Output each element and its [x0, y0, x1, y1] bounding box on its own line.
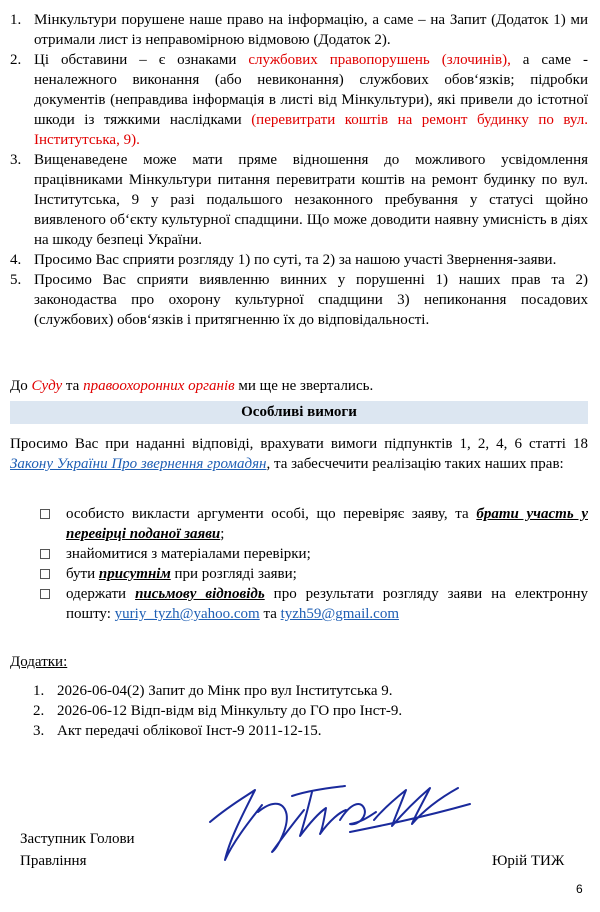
bullet-box-icon: [40, 589, 50, 599]
emphasis: присутнім: [98, 566, 171, 582]
bullet-item: [40, 504, 588, 544]
law-link[interactable]: Закону України Про звернення громадян: [10, 456, 267, 472]
list-text: а саме - неналежного виконання (або невиконання) службових обов‘язків; підробки документів (неправдива інформація в листі від Мінкультури), які привели до істотної шкоди із тяжкими наслідками: [34, 52, 588, 128]
list-number: 1.: [33, 683, 45, 699]
courts-paragraph: [10, 376, 588, 396]
attachment-text: 2026-06-04(2) Запит до Мінк про вул Інститутська 9.: [57, 683, 393, 699]
bullet-box-icon: [40, 509, 50, 519]
list-number: 3.: [10, 152, 22, 168]
list-item: [10, 150, 588, 250]
text: бути: [66, 566, 99, 582]
list-item: [10, 50, 588, 150]
handwritten-signature: [200, 760, 500, 870]
list-number: 1.: [10, 12, 22, 28]
highlight-red: службових правопорушень (злочинів),: [248, 52, 511, 68]
text: про результати розгляду заяви на електронну пошту:: [66, 586, 589, 622]
list-number: 3.: [33, 723, 45, 739]
signatory-title: [20, 828, 135, 872]
bullet-box-icon: [40, 549, 50, 559]
list-item: [10, 250, 588, 270]
emphasis: письмову відповідь: [135, 586, 265, 602]
text: , та забесчечити реалізацію таких наших прав:: [266, 456, 564, 472]
text: Просимо Вас при наданні відповіді, врахувати вимоги підпунктів 1, 2, 4, 6 статті 18: [10, 436, 588, 452]
list-number: 2.: [10, 52, 22, 68]
text: та: [62, 378, 84, 394]
text: ;: [220, 526, 225, 542]
attachment-item: [33, 701, 573, 721]
list-item: [10, 270, 588, 330]
bullet-box-icon: [40, 569, 50, 579]
law-enforcement-mention: правоохоронних органів: [83, 378, 235, 394]
page-number: 6: [576, 882, 583, 896]
list-text: Мінкультури порушене наше право на інформацію, а саме – на Запит (Додаток 1) ми отримали лист із неправомірною відмовою (Додаток 2).: [34, 12, 588, 48]
list-text: Просимо Вас сприяти виявленню винних у порушенні 1) наших прав та 2) законодаства про охорону культурної спадщини 3) непиконання посадових (службових) обов‘язків і притягненню їх до відповідальності.: [34, 272, 588, 328]
text: та: [259, 606, 281, 622]
attachment-text: Акт передачі облікової Інст-9 2011-12-15.: [57, 723, 322, 739]
numbered-list: [10, 10, 588, 330]
text: ми ще не звертались.: [234, 378, 374, 394]
text: одержати: [66, 586, 136, 602]
signatory-organ: Правління: [20, 853, 87, 869]
list-text: Просимо Вас сприяти розгляду 1) по суті, та 2) за нашою участі Звернення-заяви.: [34, 252, 557, 268]
bullet-item: [40, 584, 588, 624]
attachments-heading: Додатки:: [10, 654, 68, 670]
text: особисто викласти аргументи особі, що перевіряє заяву, та: [66, 506, 477, 522]
list-text: Ці обставини – є ознаками: [34, 52, 249, 68]
text: знайомитися з матеріалами перевірки;: [66, 546, 311, 562]
signatory-name: Юрій ТИЖ: [492, 853, 565, 869]
list-text: Вищенаведене може мати пряме відношення до можливого усвідомлення працівниками Мінкультури питання перевитрати коштів на ремонт будинку по вул. Інститутська, 9 у разі подальшого незаконного пребування у статусі щойно виявленого об‘єкту культурної спадщини. Що може доводити наявну умисність в діях на шкоду безпеці України.: [34, 152, 588, 248]
list-number: 4.: [10, 252, 22, 268]
special-intro: [10, 434, 588, 474]
attachment-item: [33, 721, 573, 741]
signatory-position: Заступник Голови: [20, 831, 135, 847]
attachments-list: [33, 681, 573, 741]
text: при розгляді заяви;: [170, 566, 297, 582]
court-mention: Суду: [31, 378, 63, 394]
rights-list: [40, 504, 588, 624]
list-number: 2.: [33, 703, 45, 719]
text: До: [10, 378, 32, 394]
attachment-item: [33, 681, 573, 701]
list-item: [10, 10, 588, 50]
email-link[interactable]: yuriy_tyzh@yahoo.com: [114, 606, 260, 622]
bullet-item: [40, 564, 588, 584]
list-number: 5.: [10, 272, 22, 288]
special-requirements-banner: Особливі вимоги: [10, 401, 588, 424]
attachment-text: 2026-06-12 Відп-відм від Мінкульту до ГО про Інст-9.: [57, 703, 403, 719]
highlight-red: (перевитрати коштів на ремонт будинку по вул. Інститутська, 9).: [34, 112, 589, 148]
emphasis: брати участь у перевірці поданої заяви: [66, 506, 588, 542]
email-link[interactable]: tyzh59@gmail.com: [280, 606, 399, 622]
bullet-item: [40, 544, 588, 564]
